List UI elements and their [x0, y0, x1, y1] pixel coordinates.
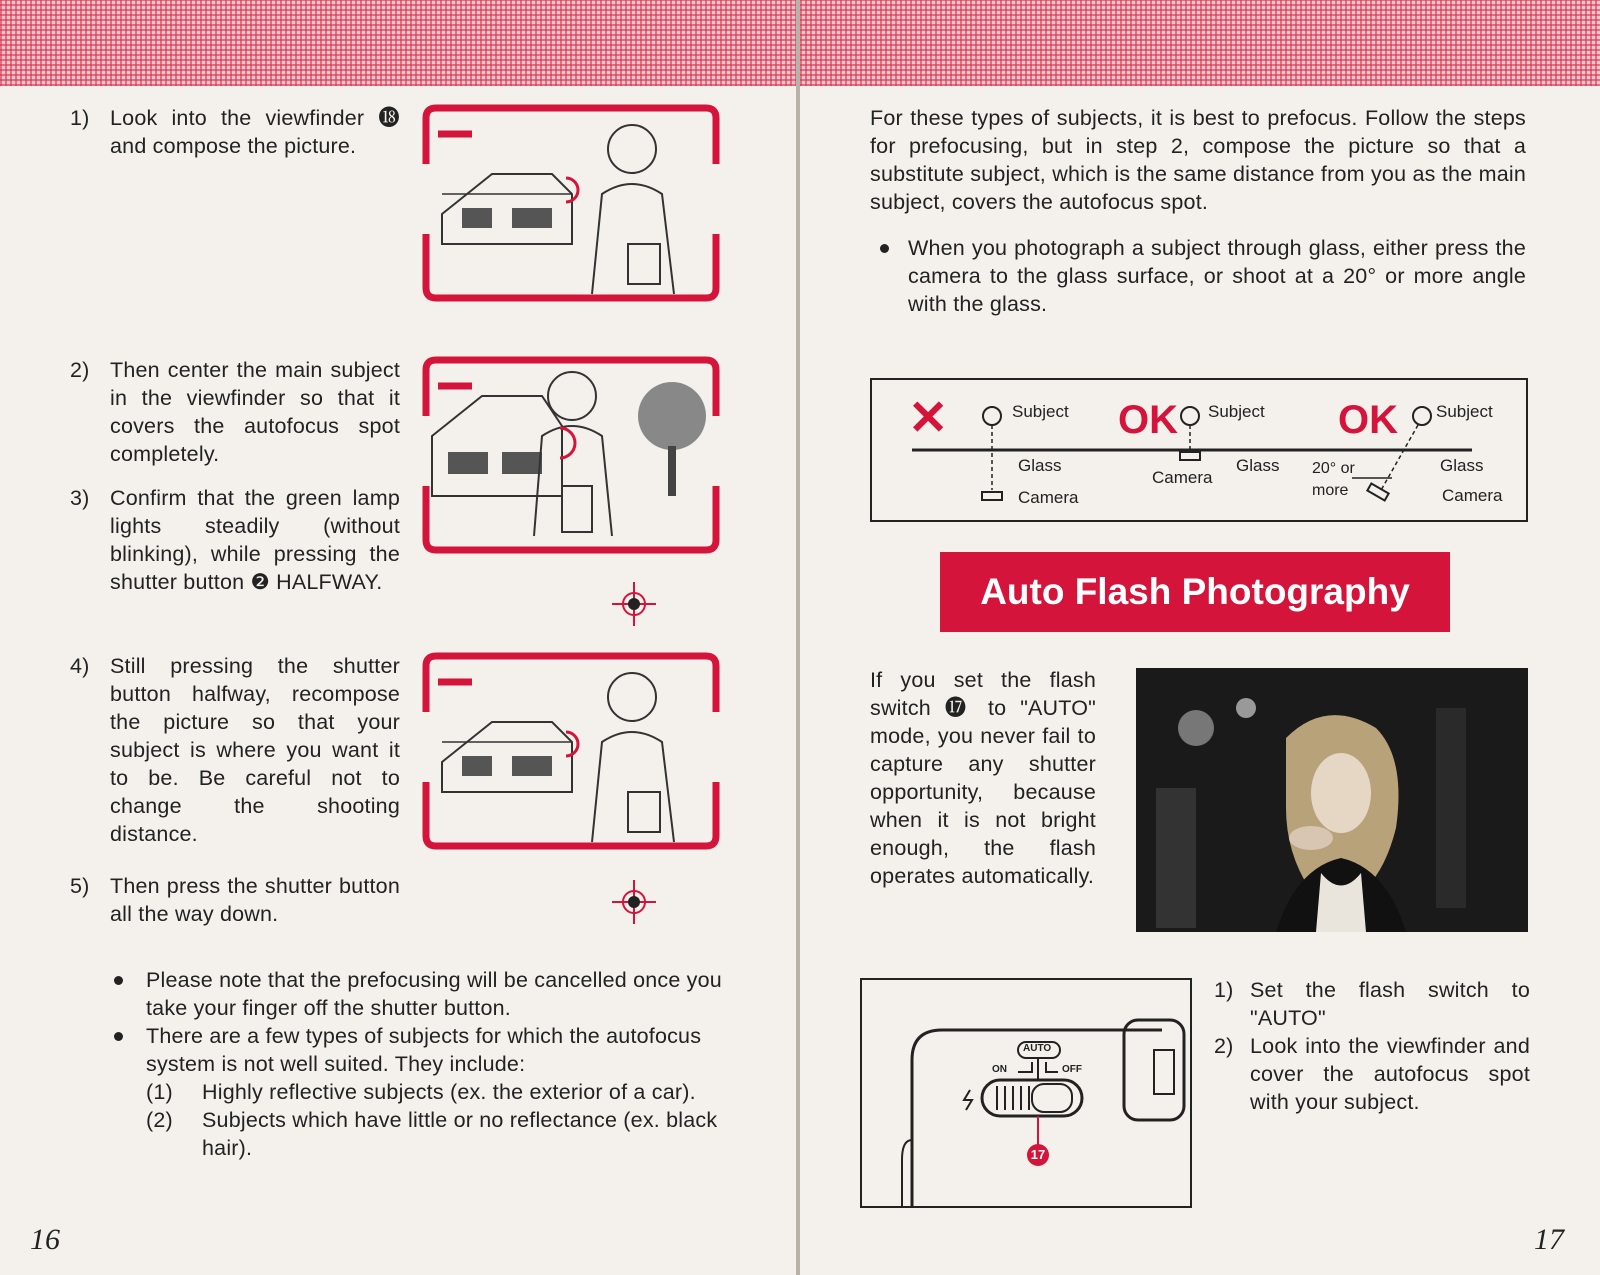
- pattern-band: [0, 0, 796, 86]
- step-text: Then press the shutter button all the way down.: [110, 874, 400, 926]
- step-text: Confirm that the green lamp lights steadily (without blinking), while pressing the shutter button ❷ HALFWAY.: [110, 486, 400, 594]
- glass-label: Glass: [1440, 456, 1484, 475]
- prefocus-paragraph: For these types of subjects, it is best to prefocus. Follow the steps for prefocusing, but in step 2, compose the picture so that a substitute subject, which is the same distance from you as the main subject, covers the autofocus spot.: [870, 106, 1526, 214]
- camera-switch-figure: [860, 978, 1192, 1208]
- not-ok-icon: ✕: [908, 392, 949, 445]
- shutter-target-icon: [610, 878, 658, 926]
- subnote-text: Subjects which have little or no reflectance (ex. black hair).: [202, 1108, 718, 1160]
- right-page: [800, 0, 1600, 1275]
- step-number: 2): [70, 358, 90, 382]
- subnote-text: Highly reflective subjects (ex. the exterior of a car).: [202, 1080, 696, 1104]
- section-banner: Auto Flash Photography: [940, 552, 1450, 632]
- pattern-band: [800, 0, 1600, 86]
- step-number: 1): [1214, 978, 1234, 1002]
- step-text: Look into the viewfinder ⓲ and compose the picture.: [110, 106, 400, 158]
- subnote-1: [108, 1078, 728, 1106]
- flash-paragraph: If you set the flash switch ⓱ to "AUTO" mode, you never fail to capture any shutter opportunity, because when it is not bright enough, the flash operates automatically.: [870, 668, 1096, 888]
- glass-diagram: [870, 378, 1528, 522]
- subject-label: Subject: [1208, 402, 1265, 421]
- step-text: Set the flash switch to "AUTO": [1250, 978, 1530, 1030]
- camera-label: Camera: [1018, 488, 1079, 507]
- auto-label: AUTO: [1023, 1043, 1052, 1054]
- step-text: Look into the viewfinder and cover the autofocus spot with your subject.: [1250, 1034, 1530, 1114]
- step-1: [70, 104, 400, 160]
- step-text: Then center the main subject in the viewfinder so that it covers the autofocus spot completely.: [110, 358, 400, 466]
- left-page: [0, 0, 796, 1275]
- subnote-2: [108, 1106, 728, 1162]
- subnote-number: (2): [146, 1108, 173, 1132]
- camera-body-drawing: [862, 980, 1190, 1206]
- viewfinder-illustration-1: [422, 104, 720, 302]
- glass-label: Glass: [1236, 456, 1280, 475]
- angle-label-2: more: [1312, 482, 1349, 499]
- step-3: [70, 484, 400, 596]
- step-4: [70, 652, 400, 848]
- step-number: 3): [70, 486, 90, 510]
- step-2: [70, 356, 400, 468]
- ok-label-1: OK: [1118, 398, 1178, 442]
- step-number: 2): [1214, 1034, 1234, 1058]
- page-number: 16: [30, 1223, 60, 1256]
- note-bullet: Please note that the prefocusing will be cancelled once you take your finger off the shutter button.: [108, 966, 728, 1022]
- flash-step-2: [1214, 1032, 1530, 1116]
- callout-number-icon: 17: [1027, 1144, 1049, 1166]
- viewfinder-illustration-2: [422, 356, 720, 554]
- subject-label: Subject: [1436, 402, 1493, 421]
- page-number: 17: [1534, 1223, 1564, 1256]
- angle-label: 20° or: [1312, 460, 1355, 477]
- step-number: 5): [70, 874, 90, 898]
- glass-diagram-lines: [872, 380, 1526, 520]
- step-number: 4): [70, 654, 90, 678]
- step-text: Still pressing the shutter button halfway, recompose the picture so that your subject is where you want it to be. Be careful not to change the shooting distance.: [110, 654, 400, 846]
- notes: [108, 966, 728, 1162]
- camera-label: Camera: [1442, 486, 1503, 505]
- off-label: OFF: [1062, 1064, 1082, 1075]
- glass-note: When you photograph a subject through glass, either press the camera to the glass surface, or shoot at a 20° or more angle with the glass.: [870, 234, 1526, 318]
- on-label: ON: [992, 1064, 1007, 1075]
- step-number: 1): [70, 106, 90, 130]
- flash-step-1: [1214, 976, 1530, 1032]
- glass-label: Glass: [1018, 456, 1062, 475]
- flash-sample-photo: [1136, 668, 1528, 932]
- step-5: [70, 872, 400, 928]
- flash-steps: [1214, 976, 1530, 1116]
- note-bullet: There are a few types of subjects for which the autofocus system is not well suited. They include:: [108, 1022, 728, 1078]
- portrait-photo-image: [1136, 668, 1528, 932]
- subject-label: Subject: [1012, 402, 1069, 421]
- viewfinder-illustration-3: [422, 652, 720, 850]
- ok-label-2: OK: [1338, 398, 1398, 442]
- green-lamp-target-icon: [610, 580, 658, 628]
- subnote-number: (1): [146, 1080, 173, 1104]
- camera-label: Camera: [1152, 468, 1213, 487]
